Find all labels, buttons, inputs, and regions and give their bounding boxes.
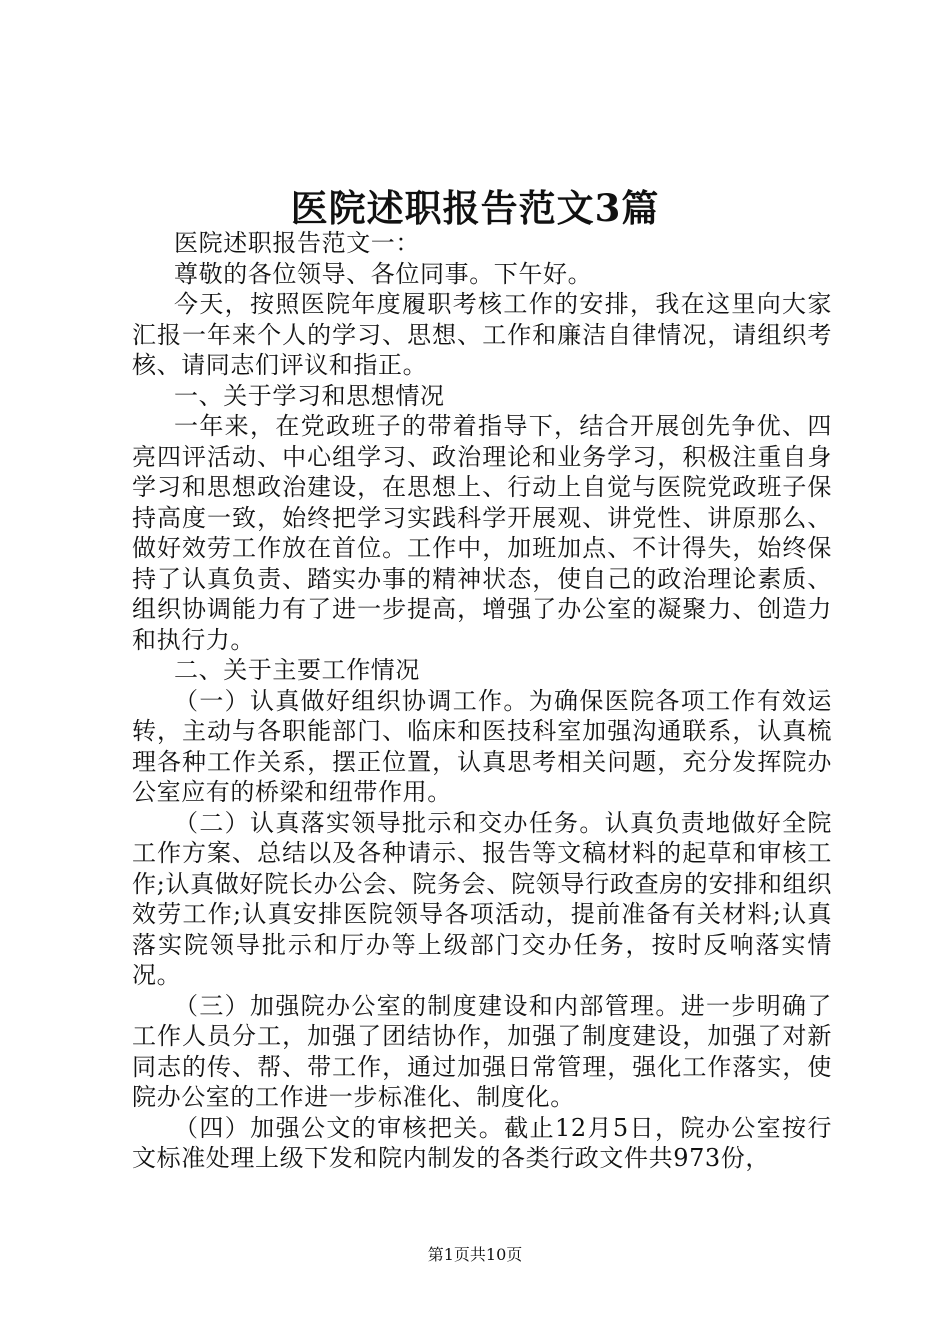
document-title: 医院述职报告范文3篇: [290, 186, 660, 230]
page-footer: [0, 1244, 950, 1266]
page-total: 共10页: [469, 1245, 523, 1264]
paragraph-intro: 今天，按照医院年度履职考核工作的安排，我在这里向大家汇报一年来个人的学习、思想、工作和廉洁自律情况，请组织考核、请同志们评议和指正。: [132, 290, 832, 379]
paragraph-subtitle: 医院述职报告范文一：: [174, 229, 420, 257]
section-heading-work: 二、关于主要工作情况: [174, 656, 420, 684]
paragraph-work-4: （四）加强公文的审核把关。截止12月5日，院办公室按行文标准处理上级下发和院内制发的各类行政文件共973份，: [132, 1113, 832, 1172]
paragraph-study: 一年来，在党政班子的带着指导下，结合开展创先争优、四亮四评活动、中心组学习、政治理论和业务学习，积极注重自身学习和思想政治建设，在思想上、行动上自觉与医院党政班子保持高度一致，始终把学习实践科学开展观、讲党性、讲原那么、做好效劳工作放在首位。工作中，加班加点、不计得失，始终保持了认真负责、踏实办事的精神状态，使自己的政治理论素质、组织协调能力有了进一步提高，增强了办公室的凝聚力、创造力和执行力。: [132, 412, 832, 654]
paragraph-work-3: （三）加强院办公室的制度建设和内部管理。进一步明确了工作人员分工，加强了团结协作，加强了制度建设，加强了对新同志的传、帮、带工作，通过加强日常管理，强化工作落实，使院办公室的工作进一步标准化、制度化。: [132, 991, 832, 1111]
paragraph-greeting: 尊敬的各位领导、各位同事。下午好。: [174, 259, 593, 288]
document-body: [132, 228, 832, 1174]
paragraph-work-1: （一）认真做好组织协调工作。为确保医院各项工作有效运转，主动与各职能部门、临床和医技科室加强沟通联系，认真梳理各种工作关系，摆正位置，认真思考相关问题，充分发挥院办公室应有的桥梁和纽带作用。: [132, 686, 832, 806]
paragraph-work-2: （二）认真落实领导批示和交办任务。认真负责地做好全院工作方案、总结以及各种请示、报告等文稿材料的起草和审核工作;认真做好院长办公会、院务会、院领导行政查房的安排和组织效劳工作;认真安排医院领导各项活动，提前准备有关材料;认真落实院领导批示和厅办等上级部门交办任务，按时反响落实情况。: [132, 808, 832, 989]
page-number: 第1页: [427, 1245, 470, 1264]
section-heading-study: 一、关于学习和思想情况: [174, 381, 445, 410]
